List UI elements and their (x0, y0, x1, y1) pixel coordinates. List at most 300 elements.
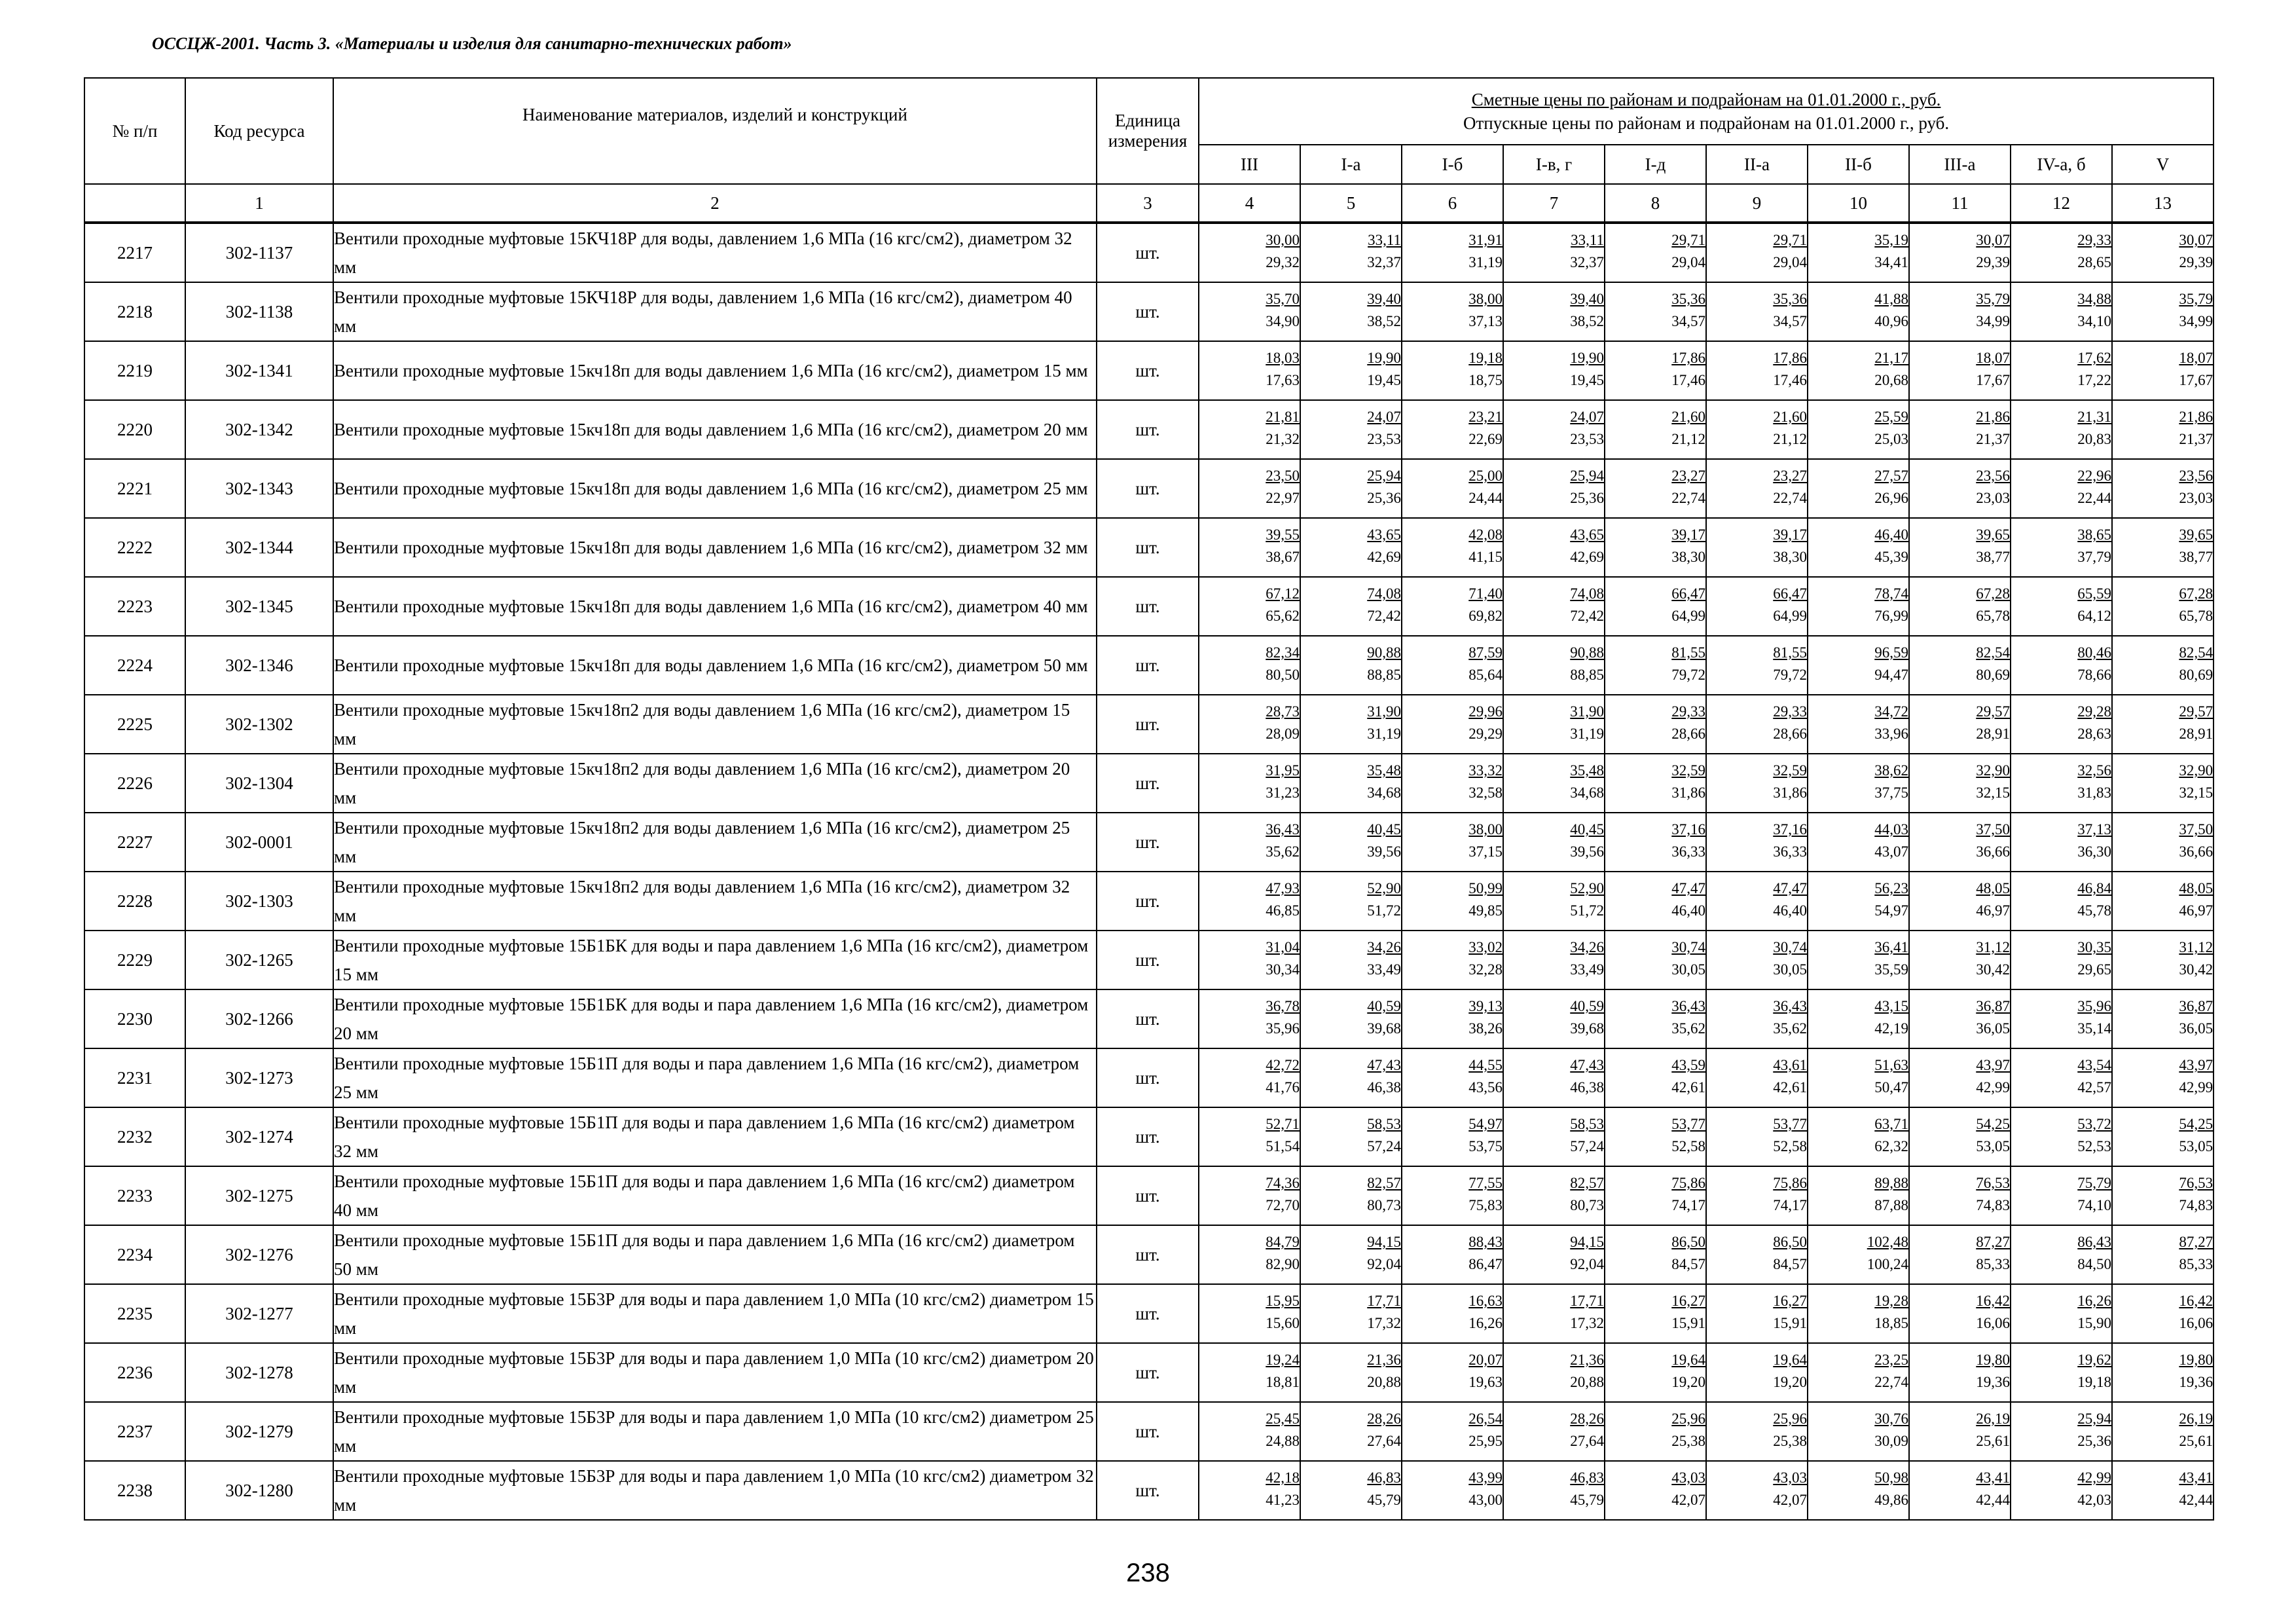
estimated-price: 21,31 (2077, 409, 2111, 425)
price-cell (1402, 518, 1503, 577)
price-cell (1503, 1166, 1605, 1225)
price-cell (2011, 754, 2112, 813)
release-price: 53,75 (1468, 1138, 1503, 1154)
material-name: Вентили проходные муфтовые 15Б1П для воды и пара давлением 1,6 МПа (16 кгс/см2) диаметром 32 мм (333, 1107, 1097, 1166)
release-price: 42,07 (1671, 1492, 1705, 1508)
price-cell (1909, 1048, 2011, 1107)
estimated-price: 66,47 (1773, 585, 1807, 602)
material-name: Вентили проходные муфтовые 15кч18п для воды давлением 1,6 МПа (16 кгс/см2), диаметром 32 мм (333, 518, 1097, 577)
price-cell (2011, 282, 2112, 341)
release-price: 31,83 (2077, 784, 2111, 801)
price-cell (1706, 282, 1808, 341)
release-price: 46,40 (1773, 902, 1807, 919)
estimated-price: 33,32 (1468, 762, 1503, 779)
price-cell (1605, 341, 1706, 400)
estimated-price: 36,43 (1671, 998, 1705, 1014)
estimated-price: 25,45 (1266, 1411, 1300, 1427)
price-cell (2112, 282, 2214, 341)
table-row (84, 636, 2214, 695)
estimated-price: 15,95 (1266, 1293, 1300, 1309)
estimated-price: 36,78 (1266, 998, 1300, 1014)
release-price: 16,06 (2179, 1315, 2214, 1331)
release-price: 37,79 (2077, 549, 2111, 565)
price-cell (2011, 1048, 2112, 1107)
release-price: 78,66 (2077, 667, 2111, 683)
release-price: 50,47 (1874, 1079, 1908, 1096)
material-name: Вентили проходные муфтовые 15Б3Р для воды и пара давлением 1,0 МПа (10 кгс/см2) диаметром 32 мм (333, 1461, 1097, 1520)
price-cell (1909, 1343, 2011, 1402)
price-cell (2112, 400, 2214, 459)
estimated-price: 89,88 (1874, 1175, 1908, 1191)
material-name: Вентили проходные муфтовые 15кч18п для воды давлением 1,6 МПа (16 кгс/см2), диаметром 25 мм (333, 459, 1097, 518)
price-cell (1300, 1166, 1402, 1225)
estimated-price: 38,00 (1468, 821, 1503, 838)
table-row (84, 1107, 2214, 1166)
price-cell (2112, 695, 2214, 754)
region-header: I-а (1300, 145, 1402, 184)
estimated-price: 82,34 (1266, 644, 1300, 661)
price-cell (1503, 695, 1605, 754)
price-cell (1605, 754, 1706, 813)
release-price: 64,99 (1773, 608, 1807, 624)
row-number: 2220 (84, 400, 185, 459)
unit-of-measure: шт. (1097, 400, 1199, 459)
price-cell (1199, 400, 1300, 459)
price-cell (2112, 1107, 2214, 1166)
release-price: 43,56 (1468, 1079, 1503, 1096)
estimated-price: 58,53 (1367, 1116, 1401, 1132)
release-price: 42,99 (2179, 1079, 2214, 1096)
price-cell (1300, 931, 1402, 989)
table-row (84, 459, 2214, 518)
release-price: 33,49 (1367, 961, 1401, 978)
estimated-price: 47,43 (1367, 1057, 1401, 1073)
release-price: 25,61 (2179, 1433, 2214, 1449)
estimated-price: 96,59 (1874, 644, 1908, 661)
unit-of-measure: шт. (1097, 813, 1199, 872)
estimated-price: 43,15 (1874, 998, 1908, 1014)
release-price: 21,12 (1671, 431, 1705, 447)
unit-of-measure: шт. (1097, 1107, 1199, 1166)
price-cell (2011, 1166, 2112, 1225)
row-number: 2236 (84, 1343, 185, 1402)
table-row (84, 1461, 2214, 1520)
price-cell (1909, 1284, 2011, 1343)
estimated-price: 29,33 (1773, 703, 1807, 720)
release-price: 80,69 (2179, 667, 2214, 683)
price-cell (1300, 223, 1402, 282)
release-price: 15,90 (2077, 1315, 2111, 1331)
price-cell (1605, 518, 1706, 577)
release-price: 22,44 (2077, 490, 2111, 506)
table-row (84, 577, 2214, 636)
estimated-price: 32,90 (1976, 762, 2010, 779)
estimated-price: 40,59 (1367, 998, 1401, 1014)
estimated-price: 43,65 (1570, 526, 1604, 543)
estimated-price: 50,99 (1468, 880, 1503, 896)
row-number: 2222 (84, 518, 185, 577)
estimated-price: 43,97 (2179, 1057, 2214, 1073)
price-cell (1402, 1107, 1503, 1166)
release-price: 32,37 (1367, 254, 1401, 270)
estimated-price: 31,90 (1570, 703, 1604, 720)
release-price: 31,86 (1773, 784, 1807, 801)
estimated-price: 25,94 (1570, 468, 1604, 484)
price-cell (1706, 1402, 1808, 1461)
release-price: 38,67 (1266, 549, 1300, 565)
estimated-price: 53,77 (1671, 1116, 1705, 1132)
price-cell (1706, 636, 1808, 695)
price-cell (1300, 989, 1402, 1048)
estimated-price: 90,88 (1570, 644, 1604, 661)
estimated-price: 82,54 (2179, 644, 2214, 661)
estimated-price: 26,19 (1976, 1411, 2010, 1427)
estimated-price: 21,81 (1266, 409, 1300, 425)
price-cell (2011, 636, 2112, 695)
unit-of-measure: шт. (1097, 695, 1199, 754)
resource-code: 302-1275 (185, 1166, 333, 1225)
table-row (84, 341, 2214, 400)
price-cell (1300, 282, 1402, 341)
price-cell (1199, 872, 1300, 931)
estimated-price: 102,48 (1867, 1234, 1908, 1250)
material-name: Вентили проходные муфтовые 15Б1П для воды и пара давлением 1,6 МПа (16 кгс/см2) диаметром 40 мм (333, 1166, 1097, 1225)
estimated-price: 75,79 (2077, 1175, 2111, 1191)
release-price: 28,66 (1671, 726, 1705, 742)
price-cell (1503, 1461, 1605, 1520)
price-cell (1808, 577, 1909, 636)
unit-of-measure: шт. (1097, 1284, 1199, 1343)
resource-code: 302-1265 (185, 931, 333, 989)
estimated-price: 48,05 (1976, 880, 2010, 896)
estimated-price: 75,86 (1773, 1175, 1807, 1191)
release-price: 22,74 (1671, 490, 1705, 506)
price-cell (1909, 223, 2011, 282)
release-price: 28,09 (1266, 726, 1300, 742)
release-price: 42,03 (2077, 1492, 2111, 1508)
release-price: 25,38 (1671, 1433, 1705, 1449)
price-cell (1503, 1107, 1605, 1166)
material-name: Вентили проходные муфтовые 15Б3Р для воды и пара давлением 1,0 МПа (10 кгс/см2) диаметром 15 мм (333, 1284, 1097, 1343)
header-name: Наименование материалов, изделий и конструкций (333, 78, 1097, 184)
release-price: 42,57 (2077, 1079, 2111, 1096)
release-price: 25,38 (1773, 1433, 1807, 1449)
column-number: 10 (1808, 184, 1909, 223)
estimated-price: 31,91 (1468, 232, 1503, 248)
release-price: 57,24 (1570, 1138, 1604, 1154)
estimated-price: 35,96 (2077, 998, 2111, 1014)
price-cell (1300, 813, 1402, 872)
release-price: 22,69 (1468, 431, 1503, 447)
price-cell (1909, 695, 2011, 754)
release-price: 38,30 (1671, 549, 1705, 565)
estimated-price: 88,43 (1468, 1234, 1503, 1250)
price-cell (1605, 223, 1706, 282)
release-price: 23,53 (1367, 431, 1401, 447)
row-number: 2234 (84, 1225, 185, 1284)
estimated-price: 42,18 (1266, 1469, 1300, 1486)
estimated-price: 30,76 (1874, 1411, 1908, 1427)
price-cell (1808, 695, 1909, 754)
estimated-price: 19,80 (2179, 1352, 2214, 1368)
release-price: 53,05 (2179, 1138, 2214, 1154)
material-name: Вентили проходные муфтовые 15Б1П для воды и пара давлением 1,6 МПа (16 кгс/см2), диаметром 25 мм (333, 1048, 1097, 1107)
price-cell (1909, 1225, 2011, 1284)
price-cell (1808, 1107, 1909, 1166)
price-cell (1706, 872, 1808, 931)
estimated-price: 36,87 (2179, 998, 2214, 1014)
price-cell (1300, 1343, 1402, 1402)
price-cell (1503, 1284, 1605, 1343)
release-price: 46,38 (1367, 1079, 1401, 1096)
price-cell (1706, 1461, 1808, 1520)
release-price: 19,45 (1367, 372, 1401, 388)
estimated-price: 21,36 (1570, 1352, 1604, 1368)
material-name: Вентили проходные муфтовые 15кч18п для воды давлением 1,6 МПа (16 кгс/см2), диаметром 20 мм (333, 400, 1097, 459)
price-cell (1706, 1048, 1808, 1107)
price-cell (1503, 1343, 1605, 1402)
price-cell (1706, 1225, 1808, 1284)
estimated-price: 33,11 (1368, 232, 1401, 248)
price-cell (1909, 989, 2011, 1048)
release-price: 34,57 (1671, 313, 1705, 329)
price-cell (1503, 518, 1605, 577)
release-price: 80,73 (1367, 1197, 1401, 1213)
estimated-price: 54,25 (1976, 1116, 2010, 1132)
price-cell (1605, 1225, 1706, 1284)
release-price: 18,75 (1468, 372, 1503, 388)
release-price: 100,24 (1867, 1256, 1908, 1272)
release-price: 33,49 (1570, 961, 1604, 978)
price-cell (2011, 1343, 2112, 1402)
price-cell (2011, 813, 2112, 872)
price-cell (2112, 341, 2214, 400)
table-row (84, 931, 2214, 989)
price-cell (1605, 282, 1706, 341)
release-price: 15,60 (1266, 1315, 1300, 1331)
row-number: 2232 (84, 1107, 185, 1166)
unit-of-measure: шт. (1097, 341, 1199, 400)
release-price: 28,65 (2077, 254, 2111, 270)
release-price: 31,86 (1671, 784, 1705, 801)
price-cell (2011, 1107, 2112, 1166)
resource-code: 302-0001 (185, 813, 333, 872)
price-cell (1402, 989, 1503, 1048)
release-price: 34,99 (2179, 313, 2214, 329)
estimated-price: 28,26 (1367, 1411, 1401, 1427)
estimated-price: 87,27 (1976, 1234, 2010, 1250)
table-body (84, 223, 2214, 1520)
release-price: 17,32 (1367, 1315, 1401, 1331)
estimated-price: 44,55 (1468, 1057, 1503, 1073)
release-price: 20,83 (2077, 431, 2111, 447)
price-cell (1909, 518, 2011, 577)
material-name: Вентили проходные муфтовые 15кч18п2 для воды давлением 1,6 МПа (16 кгс/см2), диаметром 25 мм (333, 813, 1097, 872)
estimated-price: 17,62 (2077, 350, 2111, 366)
price-cell (1503, 341, 1605, 400)
price-cell (1300, 636, 1402, 695)
estimated-price: 23,56 (1976, 468, 2010, 484)
estimated-price: 39,17 (1671, 526, 1705, 543)
release-price: 86,47 (1468, 1256, 1503, 1272)
price-cell (1808, 459, 1909, 518)
release-price: 23,03 (2179, 490, 2214, 506)
estimated-price: 71,40 (1468, 585, 1503, 602)
estimated-price: 21,60 (1671, 409, 1705, 425)
row-number: 2228 (84, 872, 185, 931)
price-cell (1300, 1284, 1402, 1343)
price-cell (2112, 1402, 2214, 1461)
price-cell (1909, 577, 2011, 636)
release-price: 39,56 (1367, 843, 1401, 860)
unit-of-measure: шт. (1097, 872, 1199, 931)
release-price: 62,32 (1874, 1138, 1908, 1154)
estimated-price: 53,77 (1773, 1116, 1807, 1132)
price-cell (1503, 931, 1605, 989)
estimated-price: 67,28 (1976, 585, 2010, 602)
release-price: 51,72 (1367, 902, 1401, 919)
estimated-price: 35,79 (2179, 291, 2214, 307)
price-cell (1300, 1461, 1402, 1520)
price-cell (1605, 695, 1706, 754)
estimated-price: 29,57 (1976, 703, 2010, 720)
unit-of-measure: шт. (1097, 518, 1199, 577)
estimated-price: 39,40 (1570, 291, 1604, 307)
price-cell (1605, 1461, 1706, 1520)
release-price: 42,44 (2179, 1492, 2214, 1508)
estimated-price: 65,59 (2077, 585, 2111, 602)
header-num: № п/п (84, 78, 185, 184)
price-cell (1199, 754, 1300, 813)
estimated-price: 31,95 (1266, 762, 1300, 779)
estimated-price: 43,41 (1976, 1469, 2010, 1486)
estimated-price: 29,96 (1468, 703, 1503, 720)
release-price: 24,88 (1266, 1433, 1300, 1449)
price-cell (1706, 1166, 1808, 1225)
release-price: 15,91 (1773, 1315, 1807, 1331)
estimated-price: 18,03 (1266, 350, 1300, 366)
estimated-price: 74,36 (1266, 1175, 1300, 1191)
release-price: 49,85 (1468, 902, 1503, 919)
price-cell (1706, 754, 1808, 813)
estimated-price: 30,07 (2179, 232, 2214, 248)
estimated-price: 43,03 (1773, 1469, 1807, 1486)
estimated-price: 17,71 (1367, 1293, 1401, 1309)
row-number: 2225 (84, 695, 185, 754)
release-price: 54,97 (1874, 902, 1908, 919)
price-cell (1909, 282, 2011, 341)
page-number: 238 (1126, 1559, 1170, 1587)
price-cell (1808, 1284, 1909, 1343)
estimated-price: 46,84 (2077, 880, 2111, 896)
estimated-price: 23,27 (1671, 468, 1705, 484)
resource-code: 302-1344 (185, 518, 333, 577)
unit-of-measure: шт. (1097, 1402, 1199, 1461)
estimated-price: 33,11 (1571, 232, 1604, 248)
estimated-price: 25,59 (1874, 409, 1908, 425)
price-cell (2011, 1225, 2112, 1284)
table-row (84, 872, 2214, 931)
price-cell (1909, 1461, 2011, 1520)
estimated-price: 87,27 (2179, 1234, 2214, 1250)
price-cell (1605, 931, 1706, 989)
price-cell (1503, 1048, 1605, 1107)
column-number: 4 (1199, 184, 1300, 223)
estimated-price: 35,70 (1266, 291, 1300, 307)
material-name: Вентили проходные муфтовые 15КЧ18Р для воды, давлением 1,6 МПа (16 кгс/см2), диаметром 32 мм (333, 223, 1097, 282)
unit-of-measure: шт. (1097, 1048, 1199, 1107)
release-price: 46,38 (1570, 1079, 1604, 1096)
price-cell (2011, 931, 2112, 989)
release-price: 22,97 (1266, 490, 1300, 506)
price-cell (1808, 1225, 1909, 1284)
release-price: 26,96 (1874, 490, 1908, 506)
release-price: 34,99 (1976, 313, 2010, 329)
price-cell (2112, 459, 2214, 518)
release-price: 36,30 (2077, 843, 2111, 860)
release-price: 20,88 (1367, 1374, 1401, 1390)
release-price: 46,85 (1266, 902, 1300, 919)
estimated-price: 86,50 (1773, 1234, 1807, 1250)
price-cell (2112, 1343, 2214, 1402)
release-price: 45,78 (2077, 902, 2111, 919)
price-cell (1199, 518, 1300, 577)
estimated-price: 34,26 (1367, 939, 1401, 955)
price-cell (1199, 1107, 1300, 1166)
row-number: 2238 (84, 1461, 185, 1520)
release-price: 92,04 (1570, 1256, 1604, 1272)
estimated-price: 53,72 (2077, 1116, 2111, 1132)
release-price: 17,32 (1570, 1315, 1604, 1331)
release-price: 46,40 (1671, 902, 1705, 919)
price-cell (1300, 341, 1402, 400)
estimated-price: 38,65 (2077, 526, 2111, 543)
price-cell (1503, 813, 1605, 872)
estimated-price: 82,57 (1570, 1175, 1604, 1191)
material-name: Вентили проходные муфтовые 15Б1БК для воды и пара давлением 1,6 МПа (16 кгс/см2), диаметром 20 мм (333, 989, 1097, 1048)
release-price: 74,10 (2077, 1197, 2111, 1213)
release-price: 29,65 (2077, 961, 2111, 978)
price-cell (1300, 695, 1402, 754)
release-price: 15,91 (1671, 1315, 1705, 1331)
release-price: 84,57 (1773, 1256, 1807, 1272)
release-price: 72,42 (1570, 608, 1604, 624)
material-name: Вентили проходные муфтовые 15Б1БК для воды и пара давлением 1,6 МПа (16 кгс/см2), диаметром 15 мм (333, 931, 1097, 989)
price-cell (1808, 341, 1909, 400)
price-cell (1706, 400, 1808, 459)
release-price: 75,83 (1468, 1197, 1503, 1213)
estimated-price: 38,62 (1874, 762, 1908, 779)
price-cell (1808, 813, 1909, 872)
release-price: 29,39 (1976, 254, 2010, 270)
estimated-price: 34,26 (1570, 939, 1604, 955)
estimated-price: 19,64 (1773, 1352, 1807, 1368)
table-row (84, 813, 2214, 872)
release-price: 31,19 (1367, 726, 1401, 742)
estimated-price: 39,13 (1468, 998, 1503, 1014)
price-cell (2011, 223, 2112, 282)
row-number: 2233 (84, 1166, 185, 1225)
release-price: 23,53 (1570, 431, 1604, 447)
region-header: III (1199, 145, 1300, 184)
table-row (84, 400, 2214, 459)
estimated-price: 16,63 (1468, 1293, 1503, 1309)
price-cell (1300, 518, 1402, 577)
release-price: 64,99 (1671, 608, 1705, 624)
release-price: 34,41 (1874, 254, 1908, 270)
price-cell (1300, 1225, 1402, 1284)
release-price: 42,61 (1773, 1079, 1807, 1096)
